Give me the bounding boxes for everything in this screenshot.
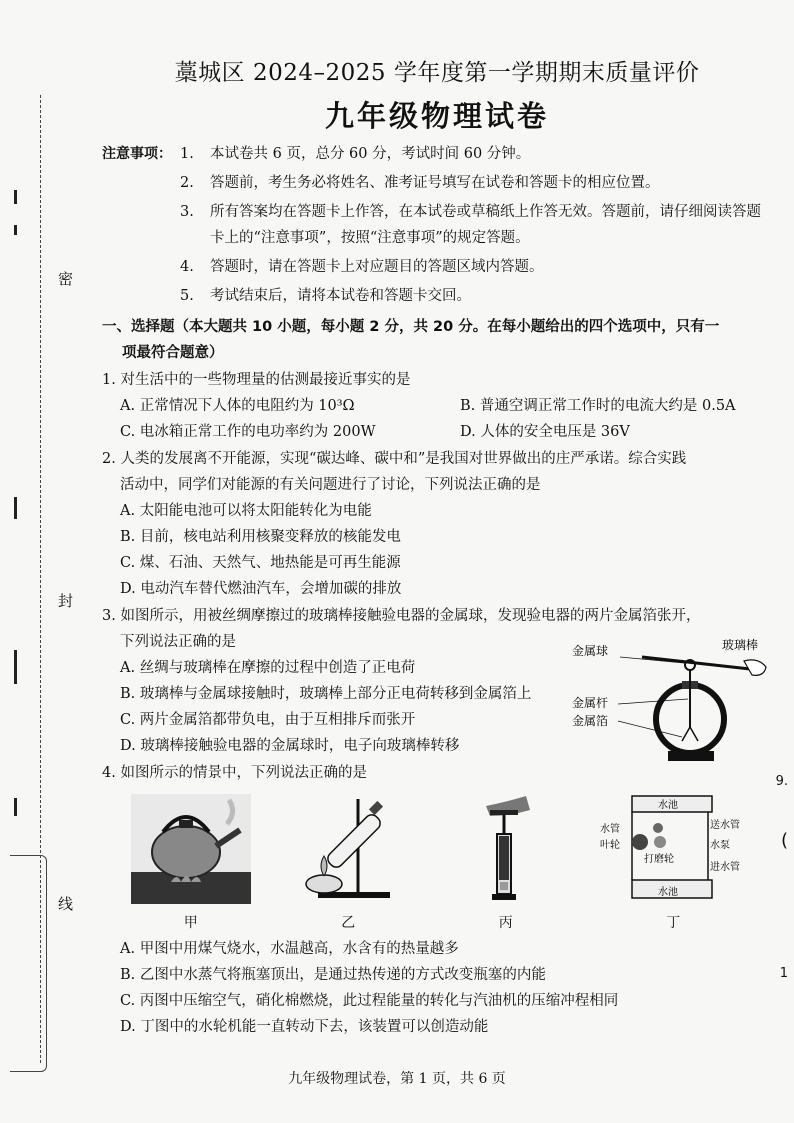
side-mark: 1	[779, 966, 788, 981]
label-impeller: 叶轮	[600, 840, 621, 851]
figure-caption: 丙	[498, 915, 513, 931]
option-a: A. 太阳能电池可以将太阳能转化为电能	[120, 503, 372, 519]
label-pool-bottom: 水池	[658, 887, 679, 898]
figure-bing	[441, 794, 571, 936]
notice-list	[180, 141, 772, 312]
option-d: D. 人体的安全电压是 36V	[460, 424, 630, 440]
option-b: B. 乙图中水蒸气将瓶塞顶出，是通过热传递的方式改变瓶塞的内能	[120, 967, 546, 983]
seal-char-feng: 封	[58, 592, 74, 610]
scan-mark	[14, 650, 17, 684]
option-b: B. 普通空调正常工作时的电流大约是 0.5A	[460, 398, 736, 414]
option-c: C. 电冰箱正常工作的电功率约为 200W	[120, 424, 376, 440]
option-d: D. 电动汽车替代燃油汽车，会增加碳的排放	[120, 581, 402, 597]
question-stem: 2. 人类的发展离不开能源，实现“碳达峰、碳中和”是我国对世界做出的庄严承诺。综合实践	[102, 451, 687, 467]
notice-item: 5. 考试结束后，请将本试卷和答题卡交回。	[180, 288, 471, 304]
question-stem: 下列说法正确的是	[120, 634, 236, 650]
exam-page	[102, 55, 772, 1040]
option-a: A. 丝绸与玻璃棒在摩擦的过程中创造了正电荷	[120, 660, 416, 676]
question-stem: 3. 如图所示，用被丝绸摩擦过的玻璃棒接触验电器的金属球，发现验电器的两片金属箔张开，	[102, 608, 701, 624]
seal-char-xian: 线	[58, 895, 74, 913]
question-stem: 4. 如图所示的情景中，下列说法正确的是	[102, 765, 367, 781]
option-a: A. 甲图中用煤气烧水，水温越高，水含有的热量越多	[120, 941, 459, 957]
label-send-pipe: 送水管	[710, 820, 741, 831]
exam-title: 藁城区 2024–2025 学年度第一学期期末质量评价	[174, 60, 700, 86]
notice-label: 注意事项：	[102, 146, 172, 162]
page-footer: 九年级物理试卷，第 1 页，共 6 页	[288, 1071, 506, 1087]
figure-jia	[126, 794, 256, 936]
option-d: D. 玻璃棒接触验电器的金属球时，电子向玻璃棒转移	[120, 738, 460, 754]
notice-item: 1. 本试卷共 6 页，总分 60 分，考试时间 60 分钟。	[180, 146, 531, 162]
notice-item: 2. 答题前，考生务必将姓名、准考证号填写在试卷和答题卡的相应位置。	[180, 175, 660, 191]
test-tube-image	[288, 794, 408, 904]
label-metal-ball: 金属球	[572, 644, 609, 658]
figure-ding	[598, 794, 748, 936]
seal-char-mi: 密	[58, 270, 74, 288]
option-d: D. 丁图中的水轮机能一直转动下去，该装置可以创造动能	[120, 1019, 489, 1035]
water-wheel-image	[598, 794, 748, 904]
binding-margin	[0, 0, 100, 1123]
option-a: A. 正常情况下人体的电阻约为 10³Ω	[120, 398, 355, 414]
question-stem: 活动中，同学们对能源的有关问题进行了讨论，下列说法正确的是	[120, 477, 541, 493]
question-1	[102, 367, 772, 445]
label-metal-rod: 金属杆	[572, 696, 609, 710]
option-c: C. 丙图中压缩空气，硝化棉燃烧，此过程能量的转化与汽油机的压缩冲程相同	[120, 993, 619, 1009]
label-grind-wheel: 打磨轮	[644, 854, 675, 865]
notice-item: 4. 答题时，请在答题卡上对应题目的答题区域内答题。	[180, 259, 544, 275]
side-mark: (	[780, 830, 788, 851]
option-c: C. 煤、石油、天然气、地热能是可再生能源	[120, 555, 401, 571]
question-4	[102, 760, 772, 1040]
option-c: C. 两片金属箔都带负电，由于互相排斥而张开	[120, 712, 416, 728]
label-inlet-pipe: 进水管	[710, 862, 741, 873]
option-b: B. 目前，核电站利用核聚变释放的核能发电	[120, 529, 401, 545]
label-pool-top: 水池	[658, 800, 679, 811]
label-pump: 水泵	[710, 840, 731, 851]
air-compression-image	[446, 794, 566, 904]
scan-mark	[14, 190, 17, 204]
notice-item: 3. 所有答案均在答题卡上作答，在本试卷或草稿纸上作答无效。答题前，请仔细阅读答题卡上的“注意事项”，按照“注意事项”的规定答题。	[180, 204, 761, 246]
kettle-image	[131, 794, 251, 904]
section-heading: 一、选择题（本大题共 10 小题，每小题 2 分，共 20 分。在每小题给出的四个选项中，只有一 项最符合题意）	[102, 319, 720, 361]
electroscope-figure	[572, 637, 772, 767]
scan-mark	[14, 225, 17, 235]
label-pipe: 水管	[600, 824, 621, 835]
margin-bracket	[10, 855, 47, 1072]
label-glass-rod: 玻璃棒	[722, 638, 759, 652]
label-metal-foil: 金属箔	[572, 714, 609, 728]
scan-mark	[14, 497, 17, 519]
question-stem: 1. 对生活中的一些物理量的估测最接近事实的是	[102, 372, 411, 388]
side-mark: 9.	[775, 774, 788, 789]
notice-block	[102, 141, 772, 312]
figure-caption: 甲	[183, 915, 198, 931]
figure-row	[112, 794, 762, 936]
exam-subtitle: 九年级物理试卷	[324, 99, 549, 133]
figure-caption: 乙	[341, 915, 356, 931]
question-2	[102, 446, 772, 602]
figure-caption: 丁	[666, 915, 681, 931]
option-b: B. 玻璃棒与金属球接触时，玻璃棒上部分正电荷转移到金属箔上	[120, 686, 532, 702]
scan-mark	[14, 798, 17, 816]
figure-yi	[283, 794, 413, 936]
question-3	[102, 603, 772, 759]
